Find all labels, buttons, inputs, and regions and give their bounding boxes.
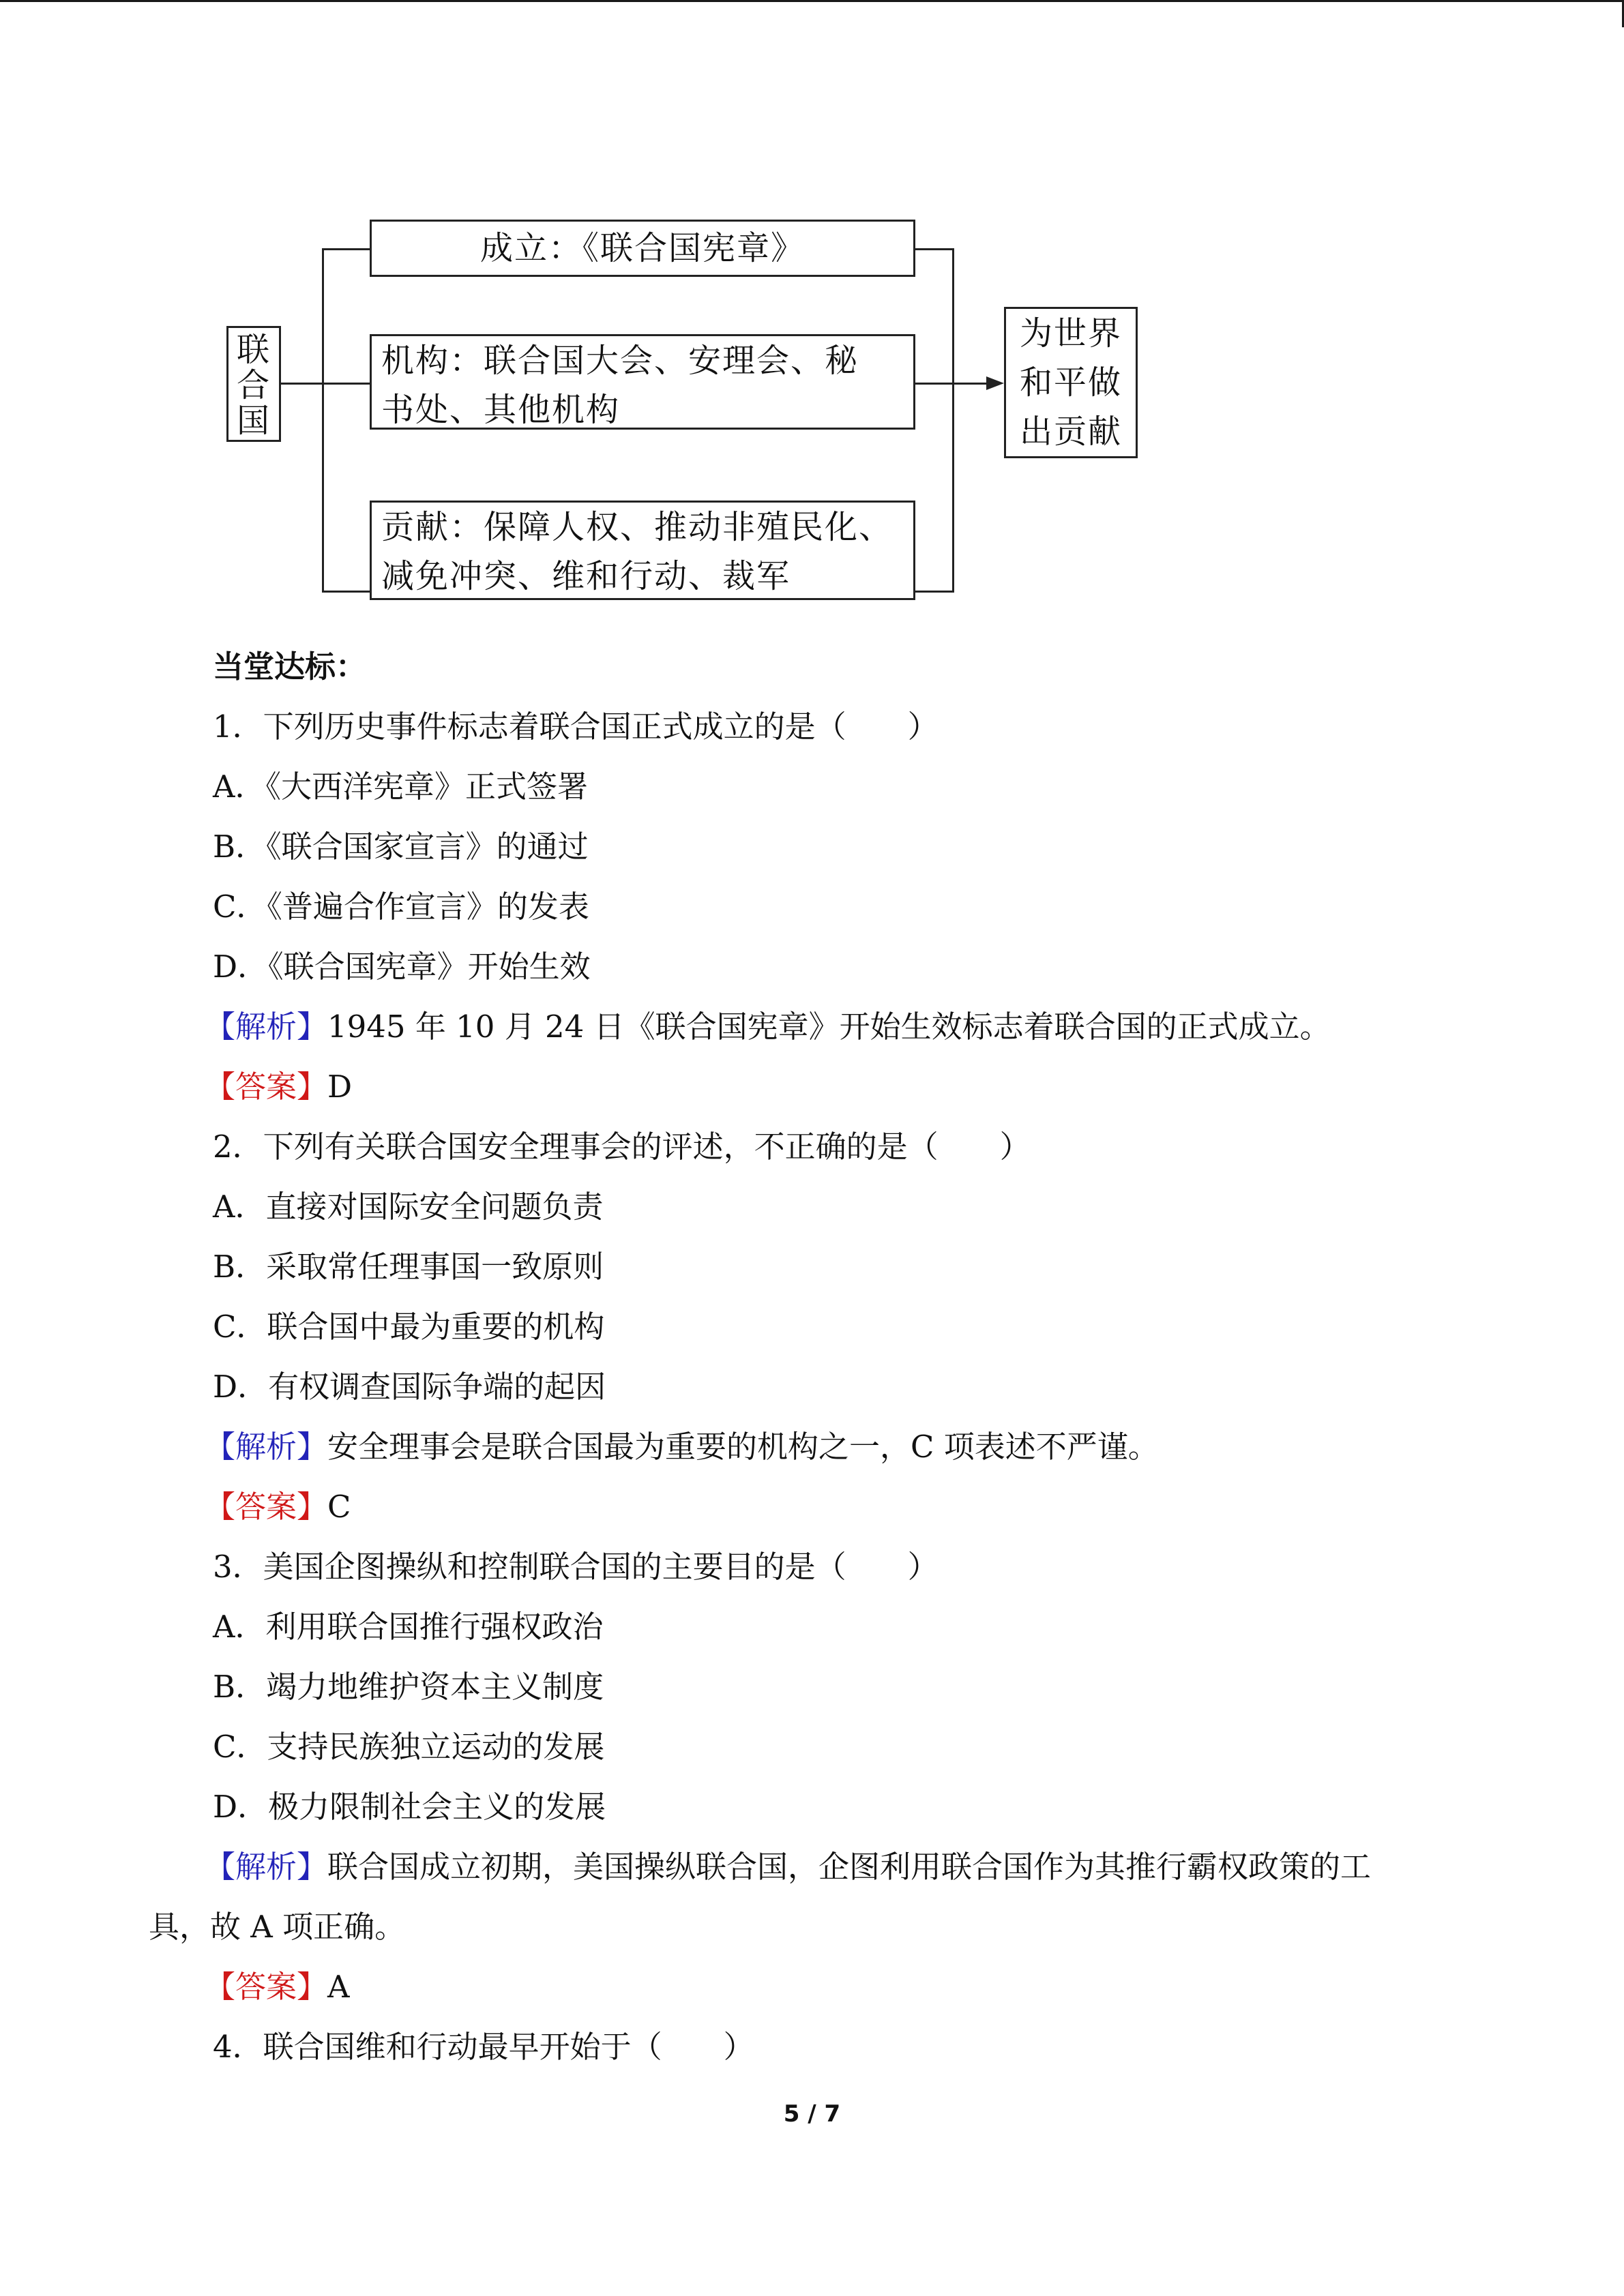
question-3-answer: [205, 1967, 350, 2008]
question-1-option-b: B．《联合国家宣言》的通过: [213, 829, 589, 865]
question-1-analysis: [205, 1007, 1331, 1047]
page-number: 5 / 7: [783, 2100, 841, 2128]
question-3-option-b: B．竭力地维护资本主义制度: [213, 1669, 604, 1705]
question-2-option-a: A．直接对国际安全问题负责: [213, 1189, 604, 1225]
diagram-un-char: 联: [236, 331, 271, 369]
question-3-option-a: A．利用联合国推行强权政治: [213, 1609, 604, 1645]
analysis-text: 联合国成立初期，美国操纵联合国，企图利用联合国作为其推行霸权政策的工: [327, 1849, 1372, 1885]
question-2-option-b: B．采取常任理事国一致原则: [213, 1249, 604, 1285]
bracket-right-top: [915, 248, 954, 250]
analysis-text: 安全理事会是联合国最为重要的机构之一，C 项表述不严谨。: [327, 1429, 1159, 1465]
diagram-peace-line: 出贡献: [1019, 413, 1122, 451]
question-3-analysis-cont: 具，故 A 项正确。: [149, 1909, 406, 1945]
diagram-contributions-box: [370, 501, 915, 600]
answer-text: D: [327, 1069, 353, 1105]
diagram-contributions-line: 贡献：保障人权、推动非殖民化、: [381, 508, 894, 546]
analysis-tag: 【解析】: [205, 1429, 328, 1465]
diagram-peace-line: 和平做: [1019, 363, 1122, 402]
diagram-founding-box: [370, 220, 915, 277]
diagram-un-char: 国: [236, 402, 271, 440]
diagram-peace-line: 为世界: [1019, 314, 1122, 353]
bracket-left-mid: [322, 383, 370, 385]
diagram-peace-box: [1004, 307, 1138, 458]
diagram-founding-text: 成立：《联合国宪章》: [479, 229, 805, 267]
question-2-answer: [205, 1487, 351, 1527]
question-2-option-c: C．联合国中最为重要的机构: [213, 1309, 605, 1345]
analysis-tag: 【解析】: [205, 1849, 328, 1885]
answer-text: A: [327, 1969, 350, 2005]
analysis-tag: 【解析】: [205, 1009, 328, 1045]
diagram-un-char: 合: [236, 366, 271, 404]
answer-tag: 【答案】: [205, 1489, 328, 1525]
question-3-analysis: [205, 1847, 1371, 1888]
answer-text: C: [327, 1489, 351, 1525]
bracket-left-vertical: [322, 248, 324, 593]
bracket-right-bottom: [915, 591, 954, 593]
un-structure-diagram: [218, 205, 1160, 614]
question-3-option-c: C．支持民族独立运动的发展: [213, 1729, 605, 1765]
question-1-stem: 1．下列历史事件标志着联合国正式成立的是（ ）: [213, 709, 939, 745]
section-title: 当堂达标：: [213, 648, 367, 685]
question-1-option-d: D．《联合国宪章》开始生效: [213, 949, 591, 985]
question-3-stem: 3．美国企图操纵和控制联合国的主要目的是（ ）: [213, 1549, 939, 1585]
arrow-shaft: [915, 383, 988, 385]
analysis-text: 1945 年 10 月 24 日《联合国宪章》开始生效标志着联合国的正式成立。: [327, 1009, 1331, 1045]
bracket-right-vertical: [952, 248, 954, 593]
diagram-organs-box: [370, 334, 915, 430]
question-2-option-d: D．有权调查国际争端的起因: [213, 1369, 606, 1405]
answer-tag: 【答案】: [205, 1069, 328, 1105]
page-top-border: [0, 0, 1624, 2]
diagram-organs-line: 机构：联合国大会、安理会、秘: [381, 342, 859, 380]
question-4-stem: 4．联合国维和行动最早开始于（ ）: [213, 2029, 754, 2065]
question-1-option-a: A．《大西洋宪章》正式签署: [213, 769, 588, 805]
question-2-analysis: [205, 1427, 1159, 1467]
question-1-answer: [205, 1067, 352, 1107]
diagram-organs-line: 书处、其他机构: [381, 391, 621, 429]
question-3-option-d: D．极力限制社会主义的发展: [213, 1789, 606, 1825]
question-1-option-c: C．《普遍合作宣言》的发表: [213, 889, 589, 925]
arrow-head-icon: [986, 376, 1004, 390]
diagram-contributions-line: 减免冲突、维和行动、裁军: [381, 557, 791, 595]
answer-tag: 【答案】: [205, 1969, 328, 2005]
bracket-left-bottom: [322, 591, 370, 593]
question-2-stem: 2．下列有关联合国安全理事会的评述，不正确的是（ ）: [213, 1129, 1031, 1165]
diagram-un-box: [226, 326, 281, 442]
connector-line: [281, 383, 322, 385]
bracket-left-top: [322, 248, 370, 250]
